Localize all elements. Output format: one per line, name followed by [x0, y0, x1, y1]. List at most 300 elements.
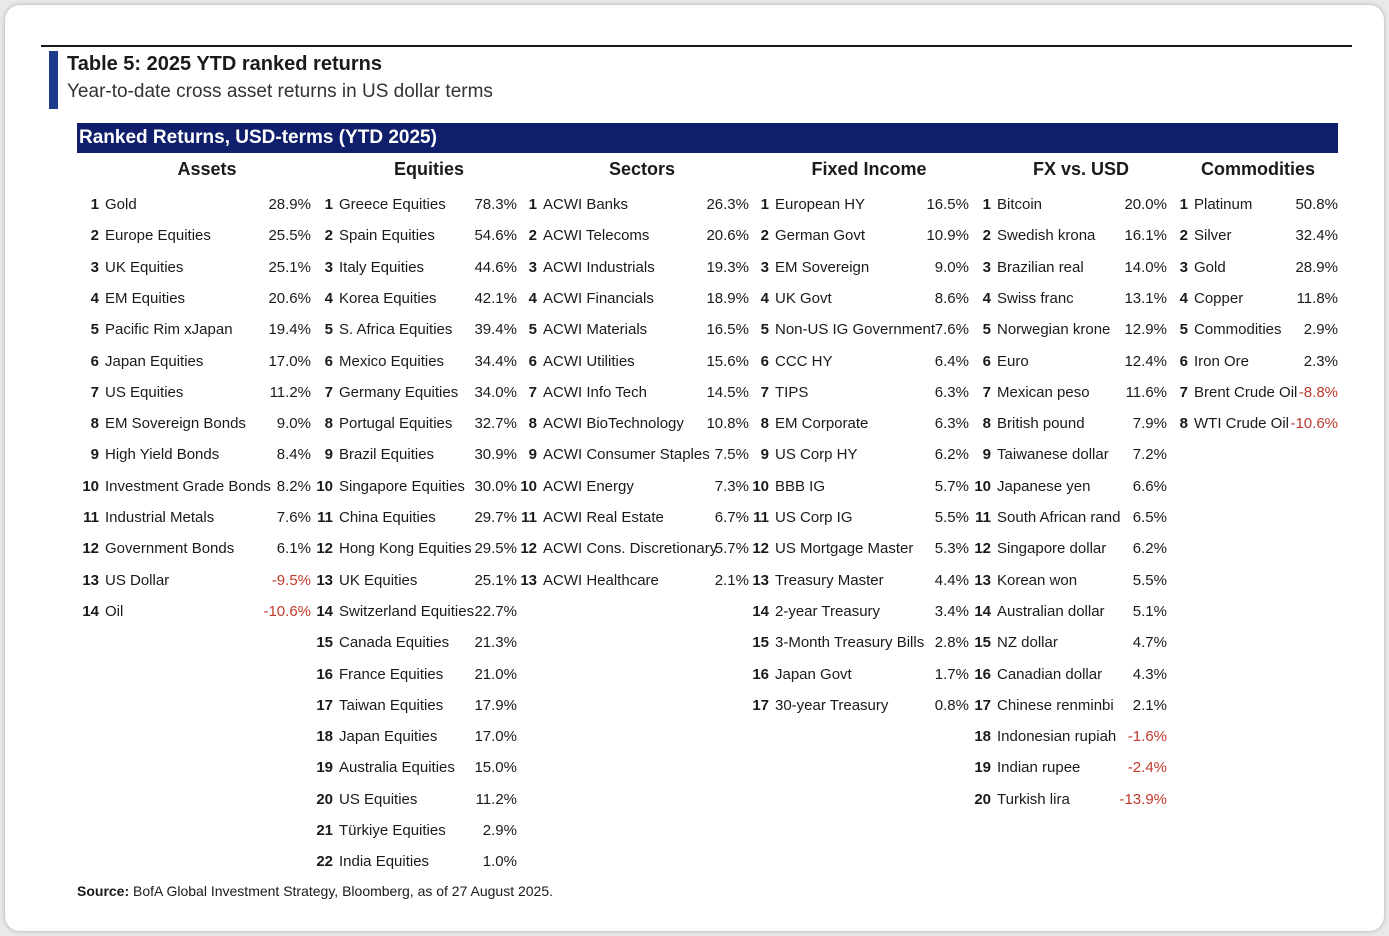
return-value: -13.9%	[1119, 790, 1167, 808]
rank-number: 3	[324, 258, 333, 276]
source-label: Source:	[77, 883, 130, 899]
rank-number: 10	[82, 477, 99, 495]
return-value: 25.5%	[268, 227, 311, 245]
asset-name: Taiwan Equities	[339, 696, 444, 714]
rank-number: 6	[90, 352, 99, 370]
column-fx-vs-usd	[971, 153, 1169, 873]
table-row	[79, 194, 311, 216]
asset-name: ACWI Info Tech	[543, 383, 647, 401]
return-value: 21.3%	[474, 634, 517, 652]
return-value: 7.6%	[934, 321, 969, 339]
asset-name: Italy Equities	[339, 258, 425, 276]
table-row	[517, 225, 749, 247]
asset-name: 2-year Treasury	[775, 602, 881, 620]
table-row	[313, 726, 519, 748]
document-card	[4, 4, 1385, 932]
table-row	[517, 319, 749, 341]
asset-name: ACWI Telecoms	[543, 227, 650, 245]
table-row	[313, 194, 519, 216]
rank-number: 16	[752, 665, 769, 683]
return-value: 16.5%	[926, 196, 969, 213]
table-banner: Ranked Returns, USD-terms (YTD 2025)	[77, 123, 1338, 153]
return-value: 6.2%	[1132, 540, 1167, 558]
return-value: -2.4%	[1127, 759, 1167, 777]
column-equities	[313, 153, 519, 873]
table-row	[517, 507, 749, 529]
rank-number: 12	[520, 540, 537, 558]
return-value: 14.0%	[1124, 258, 1167, 276]
asset-name: ACWI Materials	[543, 321, 648, 339]
asset-name: Euro	[997, 352, 1029, 370]
return-value: 5.7%	[714, 540, 749, 558]
return-value: 7.2%	[1132, 446, 1167, 464]
return-value: 17.0%	[268, 352, 311, 370]
return-value: -9.5%	[271, 571, 311, 589]
return-value: 12.4%	[1124, 352, 1167, 370]
return-value: 25.1%	[474, 571, 517, 589]
return-value: 6.5%	[1132, 509, 1167, 526]
table-row	[971, 288, 1169, 310]
asset-name: US Corp IG	[775, 509, 853, 526]
table-row	[749, 538, 971, 560]
table-row	[79, 257, 311, 279]
table-row	[313, 351, 519, 373]
rank-number: 7	[982, 383, 991, 401]
asset-name: France Equities	[339, 665, 444, 683]
table-row	[1168, 257, 1340, 279]
asset-name: Chinese renminbi	[997, 696, 1114, 714]
table-row	[79, 225, 311, 247]
return-value: 4.4%	[934, 571, 969, 589]
return-value: 6.6%	[1132, 477, 1167, 495]
table-row	[517, 476, 749, 498]
table-row	[517, 413, 749, 435]
table-row	[749, 570, 971, 592]
column-fixed-income	[749, 153, 971, 873]
asset-name: ACWI Energy	[543, 477, 634, 495]
table-row	[971, 664, 1169, 686]
rank-number: 17	[316, 696, 333, 714]
asset-name: Platinum	[1194, 196, 1253, 213]
asset-name: ACWI Healthcare	[543, 571, 659, 589]
return-value: 1.7%	[934, 665, 969, 683]
table-row	[79, 444, 311, 466]
asset-name: Mexico Equities	[339, 352, 445, 370]
table-row	[313, 820, 519, 842]
asset-name: Singapore dollar	[997, 540, 1107, 558]
table-title: Table 5: 2025 YTD ranked returns	[67, 53, 382, 75]
return-value: 1.0%	[482, 853, 517, 871]
return-value: 14.5%	[706, 383, 749, 401]
asset-name: Türkiye Equities	[339, 822, 446, 839]
table-row	[313, 382, 519, 404]
return-value: 29.5%	[474, 540, 517, 558]
asset-name: Treasury Master	[775, 571, 884, 589]
return-value: 18.9%	[706, 289, 749, 307]
asset-name: ACWI Consumer Staples	[543, 446, 710, 464]
return-value: 5.3%	[934, 540, 969, 558]
asset-name: Industrial Metals	[105, 509, 215, 526]
asset-name: Indian rupee	[997, 759, 1081, 777]
rank-number: 13	[752, 571, 769, 589]
rank-number: 11	[753, 509, 769, 526]
table-row	[749, 601, 971, 623]
table-row	[971, 601, 1169, 623]
asset-name: ACWI Real Estate	[543, 509, 664, 526]
table-row	[517, 194, 749, 216]
asset-name: ACWI Industrials	[543, 258, 655, 276]
return-value: 21.0%	[474, 665, 517, 683]
rank-number: 15	[752, 634, 769, 652]
return-value: 32.7%	[474, 415, 517, 433]
table-row	[749, 476, 971, 498]
table-subtitle: Year-to-date cross asset returns in US dollar terms	[67, 81, 493, 102]
table-row	[749, 444, 971, 466]
rank-number: 19	[316, 759, 333, 777]
table-row	[971, 695, 1169, 717]
rank-number: 17	[974, 696, 991, 714]
table-row	[971, 194, 1169, 216]
table-row	[517, 538, 749, 560]
asset-name: Mexican peso	[997, 383, 1090, 401]
asset-name: Oil	[105, 602, 124, 620]
asset-name: 3-Month Treasury Bills	[775, 634, 925, 652]
asset-name: Gold	[1194, 258, 1226, 276]
rank-number: 1	[982, 196, 991, 213]
return-value: 2.9%	[1303, 321, 1338, 339]
asset-name: German Govt	[775, 227, 866, 245]
rank-number: 12	[82, 540, 99, 558]
return-value: 20.0%	[1124, 196, 1167, 213]
table-row	[313, 789, 519, 811]
asset-name: British pound	[997, 415, 1085, 433]
rank-number: 13	[82, 571, 99, 589]
asset-name: TIPS	[775, 383, 809, 401]
asset-name: Norwegian krone	[997, 321, 1111, 339]
rank-number: 5	[982, 321, 991, 339]
table-row	[79, 413, 311, 435]
table-row	[971, 570, 1169, 592]
return-value: 6.3%	[934, 415, 969, 433]
table-row	[749, 695, 971, 717]
rank-number: 3	[528, 258, 537, 276]
table-row	[971, 257, 1169, 279]
table-row	[79, 288, 311, 310]
table-row	[313, 664, 519, 686]
return-value: 28.9%	[1295, 258, 1338, 276]
table-row	[1168, 288, 1340, 310]
table-row	[971, 225, 1169, 247]
rank-number: 9	[324, 446, 333, 464]
asset-name: Turkish lira	[997, 790, 1070, 808]
table-row	[749, 664, 971, 686]
table-row	[971, 757, 1169, 779]
rank-number: 1	[90, 196, 99, 213]
return-value: 5.7%	[934, 477, 969, 495]
return-value: 5.1%	[1132, 602, 1167, 620]
rank-number: 1	[324, 196, 333, 213]
return-value: 11.2%	[475, 790, 517, 808]
asset-name: Government Bonds	[105, 540, 235, 558]
return-value: 20.6%	[706, 227, 749, 245]
rank-number: 6	[324, 352, 333, 370]
return-value: 7.3%	[714, 477, 749, 495]
return-value: 8.4%	[276, 446, 311, 464]
asset-name: EM Corporate	[775, 415, 869, 433]
table-row	[313, 632, 519, 654]
asset-name: EM Sovereign Bonds	[105, 415, 246, 433]
asset-name: US Mortgage Master	[775, 540, 914, 558]
rank-number: 6	[1179, 352, 1188, 370]
rank-number: 10	[974, 477, 991, 495]
rank-number: 12	[752, 540, 769, 558]
return-value: 6.2%	[934, 446, 969, 464]
rank-number: 2	[1179, 227, 1188, 245]
return-value: 11.6%	[1125, 383, 1167, 401]
rank-number: 8	[760, 415, 769, 433]
rank-number: 10	[752, 477, 769, 495]
asset-name: US Equities	[339, 790, 418, 808]
asset-name: Pacific Rim xJapan	[105, 321, 233, 339]
asset-name: European HY	[775, 196, 866, 213]
table-row	[971, 319, 1169, 341]
column-commodities	[1168, 153, 1340, 873]
return-value: 4.7%	[1132, 634, 1167, 652]
asset-name: US Equities	[105, 383, 184, 401]
asset-name: Gold	[105, 196, 137, 213]
asset-name: High Yield Bonds	[105, 446, 220, 464]
asset-name: Iron Ore	[1194, 352, 1250, 370]
return-value: 28.9%	[268, 196, 311, 213]
table-row	[517, 444, 749, 466]
table-row	[313, 538, 519, 560]
table-row	[79, 351, 311, 373]
table-row	[313, 476, 519, 498]
return-value: 17.0%	[474, 728, 517, 746]
rank-number: 20	[316, 790, 333, 808]
table-row	[1168, 382, 1340, 404]
return-value: 32.4%	[1295, 227, 1338, 245]
asset-name: Swedish krona	[997, 227, 1096, 245]
asset-name: BBB IG	[775, 477, 826, 495]
rank-number: 2	[90, 227, 99, 245]
return-value: 29.7%	[474, 509, 517, 526]
column-header: Commodities	[1200, 159, 1315, 179]
table-row	[749, 507, 971, 529]
table-row	[1168, 319, 1340, 341]
asset-name: ACWI Financials	[543, 289, 654, 307]
table-row	[517, 382, 749, 404]
return-value: 6.7%	[714, 509, 749, 526]
asset-name: Non-US IG Government	[775, 321, 936, 339]
table-row	[313, 319, 519, 341]
asset-name: Brazilian real	[997, 258, 1084, 276]
asset-name: UK Equities	[339, 571, 418, 589]
return-value: 20.6%	[268, 289, 311, 307]
table-row	[517, 570, 749, 592]
table-row	[971, 507, 1169, 529]
table-row	[313, 257, 519, 279]
table-row	[517, 257, 749, 279]
rank-number: 6	[982, 352, 991, 370]
table-row	[79, 601, 311, 623]
return-value: 30.9%	[474, 446, 517, 464]
asset-name: Swiss franc	[997, 289, 1074, 307]
column-header: Assets	[177, 159, 237, 179]
return-value: 15.0%	[474, 759, 517, 777]
asset-name: Brazil Equities	[339, 446, 435, 464]
return-value: 44.6%	[474, 258, 517, 276]
asset-name: Brent Crude Oil	[1194, 383, 1298, 401]
rank-number: 6	[528, 352, 537, 370]
rank-number: 16	[974, 665, 991, 683]
table-row	[971, 476, 1169, 498]
return-value: 50.8%	[1295, 196, 1338, 213]
asset-name: ACWI BioTechnology	[543, 415, 684, 433]
column-assets	[79, 153, 311, 873]
return-value: 9.0%	[276, 415, 311, 433]
rank-number: 3	[982, 258, 991, 276]
table-row	[313, 225, 519, 247]
return-value: 11.2%	[269, 383, 311, 401]
rank-number: 9	[760, 446, 769, 464]
rank-number: 13	[316, 571, 333, 589]
return-value: 7.6%	[276, 509, 311, 526]
column-header: FX vs. USD	[1032, 159, 1130, 179]
table-row	[749, 225, 971, 247]
rank-number: 7	[90, 383, 99, 401]
table-row	[79, 319, 311, 341]
rank-number: 3	[1179, 258, 1188, 276]
asset-name: Greece Equities	[339, 196, 446, 213]
return-value: 2.1%	[1132, 696, 1167, 714]
rank-number: 9	[982, 446, 991, 464]
table-row	[79, 507, 311, 529]
rank-number: 1	[1179, 196, 1188, 213]
asset-name: ACWI Utilities	[543, 352, 635, 370]
rank-number: 3	[760, 258, 769, 276]
table-row	[79, 476, 311, 498]
return-value: 8.2%	[276, 477, 311, 495]
table-row	[971, 382, 1169, 404]
return-value: 34.0%	[474, 383, 517, 401]
rank-number: 10	[520, 477, 537, 495]
asset-name: US Corp HY	[775, 446, 858, 464]
rank-number: 14	[974, 602, 991, 620]
return-value: 16.1%	[1124, 227, 1167, 245]
return-value: 2.9%	[482, 822, 517, 839]
return-value: 11.8%	[1296, 289, 1338, 307]
return-value: -1.6%	[1127, 728, 1167, 746]
table-row	[313, 413, 519, 435]
rank-number: 7	[760, 383, 769, 401]
asset-name: WTI Crude Oil	[1194, 415, 1290, 433]
table-row	[517, 288, 749, 310]
return-value: 2.3%	[1303, 352, 1338, 370]
rank-number: 12	[974, 540, 991, 558]
return-value: 19.4%	[268, 321, 311, 339]
rank-number: 2	[324, 227, 333, 245]
rank-number: 5	[528, 321, 537, 339]
return-value: 16.5%	[706, 321, 749, 339]
table-row	[971, 789, 1169, 811]
rank-number: 1	[528, 196, 537, 213]
column-header: Sectors	[608, 159, 676, 179]
rank-number: 5	[1179, 321, 1188, 339]
rank-number: 22	[316, 853, 333, 871]
asset-name: Canadian dollar	[997, 665, 1103, 683]
column-sectors	[517, 153, 749, 873]
asset-name: S. Africa Equities	[339, 321, 453, 339]
asset-name: EM Sovereign	[775, 258, 870, 276]
asset-name: Australia Equities	[339, 759, 455, 777]
rank-number: 9	[528, 446, 537, 464]
asset-name: Australian dollar	[997, 602, 1105, 620]
rank-number: 2	[760, 227, 769, 245]
asset-name: Europe Equities	[105, 227, 211, 245]
return-value: 17.9%	[474, 696, 517, 714]
return-value: 6.4%	[934, 352, 969, 370]
asset-name: Switzerland Equities	[339, 602, 475, 620]
table-row	[313, 288, 519, 310]
return-value: 4.3%	[1132, 665, 1167, 683]
rank-number: 11	[317, 509, 333, 526]
rank-number: 5	[324, 321, 333, 339]
return-value: 7.9%	[1132, 415, 1167, 433]
asset-name: Bitcoin	[997, 196, 1043, 213]
rank-number: 4	[760, 289, 769, 307]
rank-number: 19	[974, 759, 991, 777]
rank-number: 9	[90, 446, 99, 464]
table-row	[749, 413, 971, 435]
rank-number: 4	[324, 289, 333, 307]
return-value: 12.9%	[1124, 321, 1167, 339]
rank-number: 18	[316, 728, 333, 746]
top-rule	[41, 45, 1352, 47]
rank-number: 7	[324, 383, 333, 401]
asset-name: Indonesian rupiah	[997, 728, 1117, 746]
table-row	[971, 726, 1169, 748]
table-row	[971, 538, 1169, 560]
return-value: 22.7%	[474, 602, 517, 620]
return-value: 15.6%	[706, 352, 749, 370]
return-value: 34.4%	[474, 352, 517, 370]
rank-number: 21	[316, 822, 333, 839]
table-row	[79, 538, 311, 560]
column-header: Equities	[393, 159, 464, 179]
asset-name: US Dollar	[105, 571, 170, 589]
asset-name: Japan Govt	[775, 665, 852, 683]
asset-name: Korea Equities	[339, 289, 437, 307]
table-row	[749, 319, 971, 341]
asset-name: South African rand	[997, 509, 1121, 526]
return-value: 30.0%	[474, 477, 517, 495]
rank-number: 1	[760, 196, 769, 213]
source-note	[77, 883, 553, 899]
rank-number: 8	[528, 415, 537, 433]
rank-number: 11	[975, 509, 991, 526]
table-row	[749, 632, 971, 654]
asset-name: ACWI Cons. Discretionary	[543, 540, 718, 558]
return-value: 54.6%	[474, 227, 517, 245]
asset-name: Canada Equities	[339, 634, 450, 652]
asset-name: UK Govt	[775, 289, 832, 307]
return-value: 19.3%	[706, 258, 749, 276]
asset-name: Hong Kong Equities	[339, 540, 472, 558]
table-row	[313, 695, 519, 717]
asset-name: Japan Equities	[339, 728, 438, 746]
rank-number: 8	[324, 415, 333, 433]
